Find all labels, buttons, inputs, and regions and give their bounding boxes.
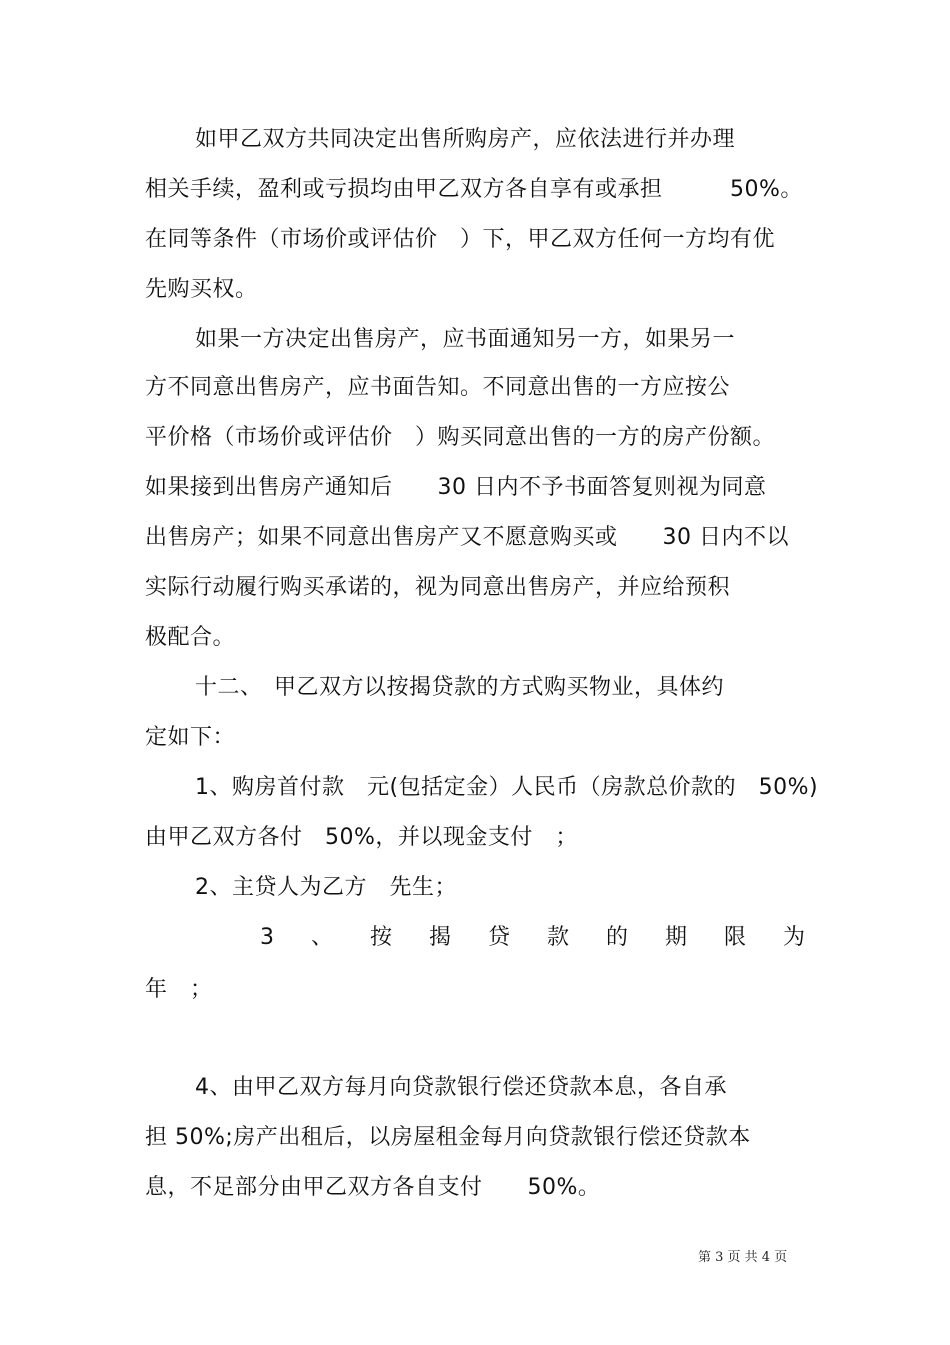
list-item-line: 4、由甲乙双方每月向贷款银行偿还贷款本息，各自承 bbox=[195, 1075, 727, 1100]
spread-char: 3 bbox=[260, 925, 274, 950]
spread-list-item-line bbox=[145, 923, 805, 953]
spread-char: 揭 bbox=[428, 925, 451, 950]
list-item-line: 1、购房首付款 元(包括定金）人民币（房款总价款的 50%) bbox=[195, 775, 819, 800]
paragraph-line: 由甲乙双方各付 50%，并以现金支付 ； bbox=[145, 825, 578, 850]
spread-char: 、 bbox=[310, 925, 333, 950]
paragraph-line: 在同等条件（市场价或评估价 ）下，甲乙双方任何一方均有优 bbox=[145, 227, 776, 252]
paragraph-line: 如果接到出售房产通知后 30 日内不予书面答复则视为同意 bbox=[145, 475, 767, 500]
paragraph-line: 如甲乙双方共同决定出售所购房产，应依法进行并办理 bbox=[195, 127, 736, 152]
spread-char: 限 bbox=[723, 925, 746, 950]
paragraph-line: 年 ； bbox=[145, 977, 213, 1002]
spread-char: 按 bbox=[369, 925, 392, 950]
paragraph-line: 出售房产；如果不同意出售房产又不愿意购买或 30 日内不以 bbox=[145, 525, 789, 550]
paragraph-line: 平价格（市场价或评估价 ）购买同意出售的一方的房产份额。 bbox=[145, 425, 776, 450]
paragraph-line: 先购买权。 bbox=[145, 277, 258, 302]
spread-char: 的 bbox=[605, 925, 628, 950]
spread-char: 为 bbox=[782, 925, 805, 950]
paragraph-line: 相关手续，盈利或亏损均由甲乙双方各自享有或承担 50%。 bbox=[145, 177, 803, 202]
paragraph-line: 极配合。 bbox=[145, 625, 236, 650]
section-heading-line: 十二、 甲乙双方以按揭贷款的方式购买物业，具体约 bbox=[195, 675, 725, 700]
page-number-footer: 第 3 页 共 4 页 bbox=[698, 1250, 788, 1265]
paragraph-line: 实际行动履行购买承诺的，视为同意出售房产，并应给预积 bbox=[145, 575, 731, 600]
list-item-line: 2、主贷人为乙方 先生； bbox=[195, 875, 457, 900]
paragraph-line: 方不同意出售房产，应书面告知。不同意出售的一方应按公 bbox=[145, 375, 731, 400]
paragraph-line: 担 50%;房产出租后，以房屋租金每月向贷款银行偿还贷款本 bbox=[145, 1125, 751, 1150]
spread-char: 期 bbox=[664, 925, 687, 950]
spread-char: 贷 bbox=[487, 925, 510, 950]
paragraph-line: 如果一方决定出售房产，应书面通知另一方，如果另一 bbox=[195, 327, 736, 352]
spread-char: 款 bbox=[546, 925, 569, 950]
paragraph-line: 定如下： bbox=[145, 725, 236, 750]
paragraph-line: 息，不足部分由甲乙双方各自支付 50%。 bbox=[145, 1175, 601, 1200]
